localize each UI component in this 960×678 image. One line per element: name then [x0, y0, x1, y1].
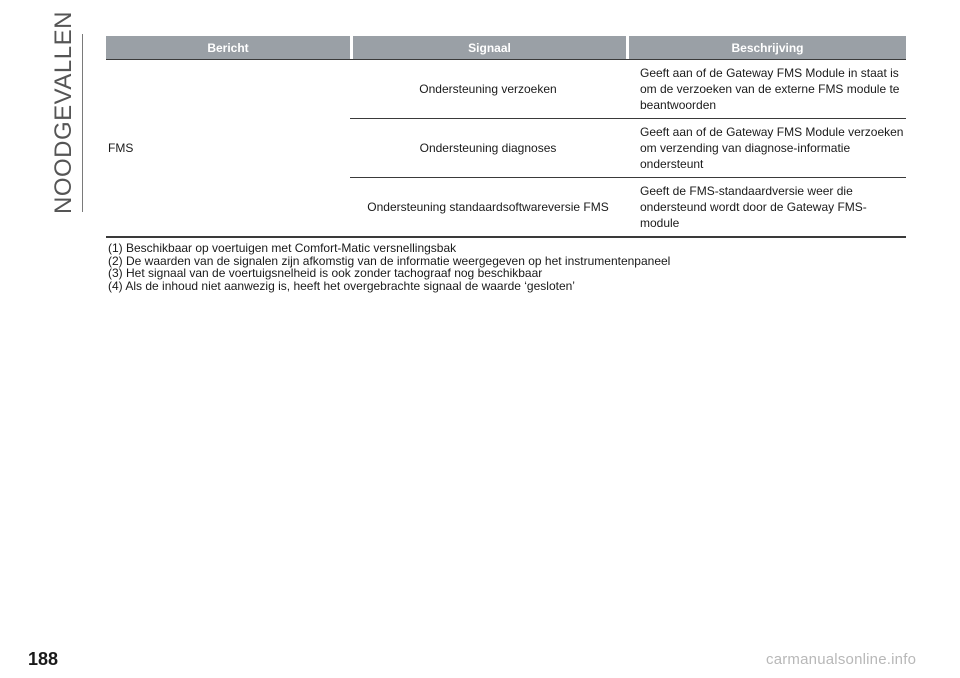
footnote-2: (2) De waarden van de signalen zijn afkomstig van de informatie weergegeven op het instrumentenpaneel: [108, 253, 671, 268]
table-row: [106, 59, 906, 119]
description-cell: Geeft aan of de Gateway FMS Module in staat is om de verzoeken van de externe FMS module te beantwoorden: [626, 59, 906, 119]
header-signaal: Signaal: [350, 36, 626, 59]
footnote-4: (4) Als de inhoud niet aanwezig is, heeft het overgebrachte signaal de waarde ‘gesloten’: [108, 278, 575, 293]
footnote-1: (1) Beschikbaar op voertuigen met Comfort-Matic versnellingsbak: [108, 241, 457, 255]
footnotes: [108, 242, 670, 292]
section-title: NOODGEVALLEN: [50, 11, 77, 214]
section-divider: [82, 34, 83, 212]
signal-cell: Ondersteuning standaardsoftwareversie FMS: [350, 178, 626, 238]
signal-cell: Ondersteuning diagnoses: [350, 119, 626, 178]
fms-signal-table: [106, 36, 906, 238]
header-beschrijving: Beschrijving: [626, 36, 906, 59]
message-cell: FMS: [106, 59, 350, 238]
watermark: carmanualsonline.info: [766, 651, 917, 668]
header-bericht: Bericht: [106, 36, 350, 59]
signal-cell: Ondersteuning verzoeken: [350, 59, 626, 119]
description-cell: Geeft aan of de Gateway FMS Module verzoeken om verzending van diagnose-informatie ondersteunt: [626, 119, 906, 178]
table-header-row: [106, 36, 906, 59]
fms-table-container: [106, 36, 906, 238]
footnote-3: (3) Het signaal van de voertuigsnelheid is ook zonder tachograaf nog beschikbaar: [108, 266, 543, 280]
page-number: 188: [28, 649, 59, 669]
description-cell: Geeft de FMS-standaardversie weer die ondersteund wordt door de Gateway FMS-module: [626, 178, 906, 238]
